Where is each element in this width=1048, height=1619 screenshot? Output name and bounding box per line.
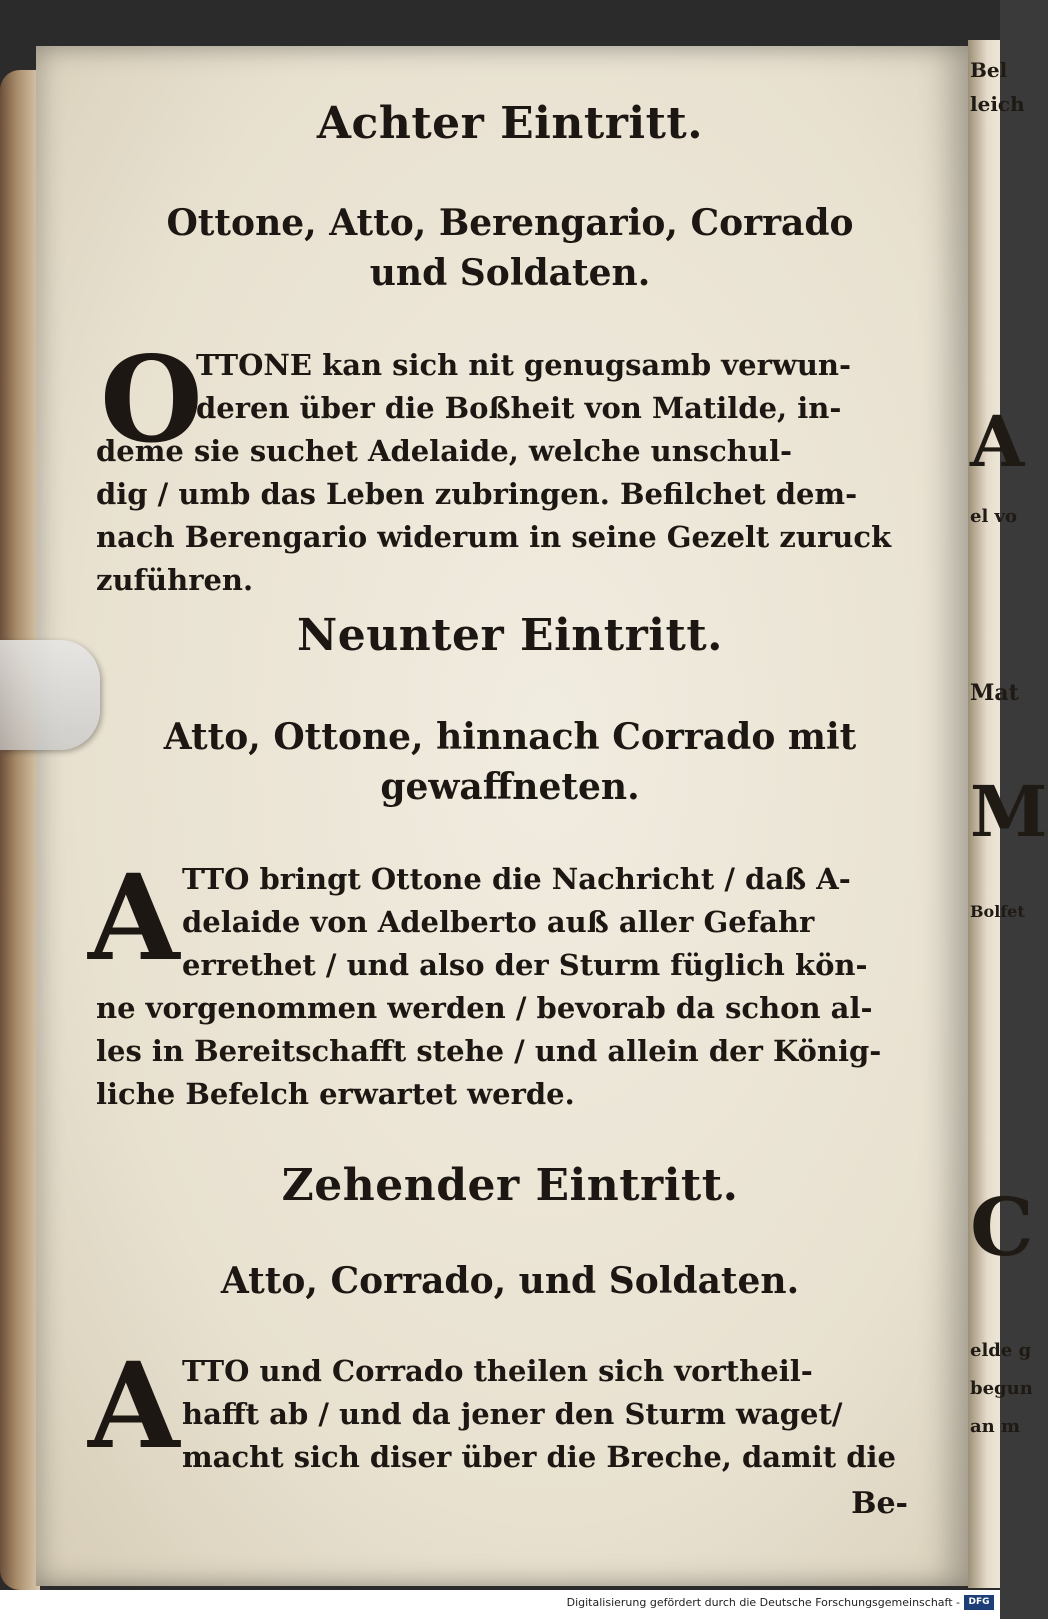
scene-text [96, 330, 902, 602]
scene-heading: Neunter Eintritt. [297, 610, 723, 661]
text-line: macht sich diser über die Breche, damit die [182, 1440, 896, 1474]
next-page-fragment: Bel [970, 58, 1008, 82]
footer-credit: Digitalisierung gefördert durch die Deutsche Forschungsgemeinschaft - [566, 1596, 960, 1609]
drop-cap: A [88, 848, 180, 987]
scene-characters [110, 1256, 910, 1306]
text-line: TTONE kan sich nit genugsamb verwun- [196, 348, 852, 382]
text-line: hafft ab / und da jener den Sturm waget/ [182, 1397, 843, 1431]
next-page-fragment: Mat [970, 680, 1019, 706]
next-page-fragment: A [970, 400, 1025, 483]
characters-line: Atto, Ottone, hinnach Corrado mit [163, 716, 857, 758]
characters-line: gewaffneten. [380, 766, 640, 808]
text-line: delaide von Adelberto auß aller Gefahr [182, 905, 815, 939]
text-line: errethet / und also der Sturm füglich kön- [182, 948, 868, 982]
text-line: deme sie suchet Adelaide, welche unschul- [96, 434, 793, 468]
text-line: TTO bringt Ottone die Nachricht / daß A- [182, 862, 851, 896]
catchword: Be- [851, 1486, 908, 1521]
text-line: zuführen. [96, 563, 254, 597]
next-page-fragment: Bolfet [970, 902, 1025, 921]
scene-heading: Achter Eintritt. [316, 98, 704, 149]
next-page-fragment: C [970, 1180, 1034, 1274]
next-page-fragment: begun [970, 1378, 1033, 1399]
characters-line: Ottone, Atto, Berengario, Corrado [166, 202, 854, 244]
next-page-fragment: an m [970, 1416, 1021, 1437]
next-page-fragment: leich [970, 92, 1025, 116]
text-line: liche Befelch erwartet werde. [96, 1077, 575, 1111]
drop-cap: A [88, 1336, 180, 1475]
next-page-fragment: elde g [970, 1340, 1032, 1361]
next-page-fragment: M [970, 770, 1048, 853]
text-line: TTO und Corrado theilen sich vortheil- [182, 1354, 813, 1388]
text-line: ne vorgenommen werden / bevorab da schon al- [96, 991, 873, 1025]
drop-cap: O [100, 330, 203, 469]
footer-bar [0, 1590, 1000, 1619]
text-line: les in Bereitschafft stehe / und allein der König- [96, 1034, 882, 1068]
dfg-logo: DFG [964, 1595, 994, 1610]
next-page-fragment: el vo [970, 506, 1018, 527]
text-line: deren über die Boßheit von Matilde, in- [196, 391, 842, 425]
characters-line: und Soldaten. [369, 252, 651, 294]
text-line: nach Berengario widerum in seine Gezelt zuruck [96, 520, 892, 554]
scene-characters [110, 198, 910, 298]
scene-heading: Zehender Eintritt. [281, 1160, 739, 1211]
scene-text [96, 1350, 902, 1479]
scene-text [96, 858, 902, 1116]
scene-characters [110, 712, 910, 812]
characters-line: Atto, Corrado, und Soldaten. [220, 1260, 800, 1302]
text-line: dig / umb das Leben zubringen. Befilchet dem- [96, 477, 858, 511]
